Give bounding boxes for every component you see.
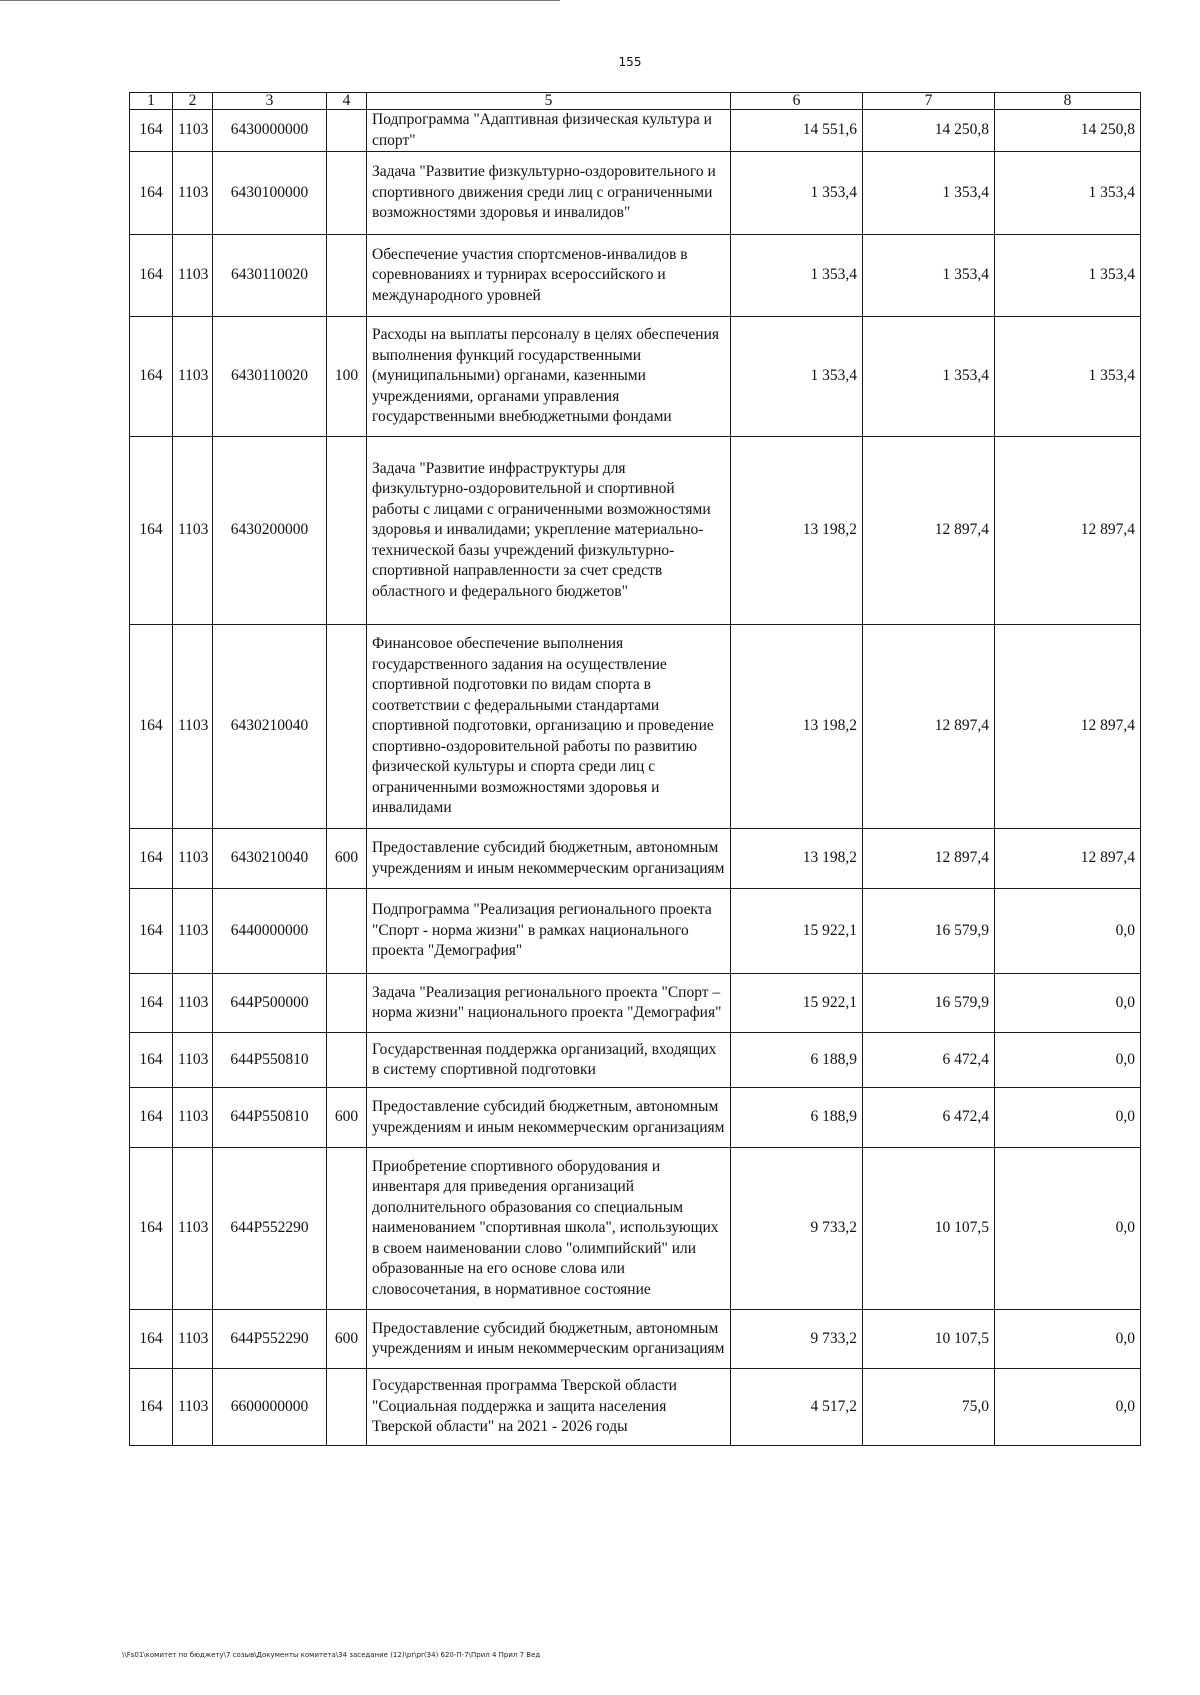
cell-amount-col6: 15 922,1	[731, 974, 863, 1033]
cell-target-article: 6430100000	[213, 152, 327, 235]
footer-file-path: \\Fs01\комитет по бюджету\7 созыв\Документы комитета\34 заседание (12)\pr\pr(34) 620-П-7\Прил 4 Прил 7 Вед	[122, 1651, 541, 1659]
cell-expense-type	[327, 1369, 367, 1446]
cell-target-article: 6430200000	[213, 437, 327, 625]
table-row	[130, 1148, 1141, 1310]
cell-description: Предоставление субсидий бюджетным, автономным учреждениям и иным некоммерческим организациям	[367, 1088, 731, 1148]
cell-target-article: 644Р552290	[213, 1310, 327, 1369]
cell-expense-type: 600	[327, 1088, 367, 1148]
table-row	[130, 829, 1141, 889]
cell-section-code: 164	[130, 152, 173, 235]
cell-section-code: 164	[130, 889, 173, 974]
cell-subsection-code: 1103	[173, 625, 213, 829]
cell-amount-col8: 1 353,4	[995, 317, 1141, 437]
cell-expense-type	[327, 1148, 367, 1310]
cell-subsection-code: 1103	[173, 1148, 213, 1310]
table-row	[130, 110, 1141, 152]
cell-amount-col7: 12 897,4	[863, 829, 995, 889]
cell-section-code: 164	[130, 317, 173, 437]
cell-description: Государственная программа Тверской области "Социальная поддержка и защита населения Тверской области" на 2021 - 2026 годы	[367, 1369, 731, 1446]
cell-amount-col7: 14 250,8	[863, 110, 995, 152]
cell-subsection-code: 1103	[173, 829, 213, 889]
cell-section-code: 164	[130, 829, 173, 889]
cell-section-code: 164	[130, 1148, 173, 1310]
cell-expense-type: 600	[327, 829, 367, 889]
table-row	[130, 437, 1141, 625]
cell-amount-col6: 1 353,4	[731, 317, 863, 437]
table-header-row	[130, 93, 1141, 110]
col-header: 3	[213, 93, 327, 110]
cell-subsection-code: 1103	[173, 1088, 213, 1148]
col-header: 6	[731, 93, 863, 110]
cell-amount-col6: 1 353,4	[731, 235, 863, 317]
cell-description: Предоставление субсидий бюджетным, автономным учреждениям и иным некоммерческим организациям	[367, 1310, 731, 1369]
page-number: 155	[618, 55, 642, 69]
cell-amount-col6: 13 198,2	[731, 625, 863, 829]
cell-expense-type	[327, 152, 367, 235]
cell-description: Предоставление субсидий бюджетным, автономным учреждениям и иным некоммерческим организациям	[367, 829, 731, 889]
cell-amount-col7: 10 107,5	[863, 1310, 995, 1369]
cell-target-article: 644Р552290	[213, 1148, 327, 1310]
table-row	[130, 974, 1141, 1033]
table-row	[130, 1310, 1141, 1369]
cell-description: Подпрограмма "Реализация регионального проекта "Спорт - норма жизни" в рамках национального проекта "Демография"	[367, 889, 731, 974]
table-row	[130, 625, 1141, 829]
cell-amount-col8: 0,0	[995, 1088, 1141, 1148]
cell-subsection-code: 1103	[173, 317, 213, 437]
cell-section-code: 164	[130, 235, 173, 317]
cell-amount-col6: 4 517,2	[731, 1369, 863, 1446]
cell-amount-col6: 9 733,2	[731, 1148, 863, 1310]
scan-edge-line	[0, 0, 560, 3]
cell-amount-col7: 6 472,4	[863, 1088, 995, 1148]
cell-section-code: 164	[130, 974, 173, 1033]
cell-expense-type	[327, 889, 367, 974]
cell-section-code: 164	[130, 625, 173, 829]
cell-amount-col7: 12 897,4	[863, 437, 995, 625]
cell-expense-type	[327, 437, 367, 625]
cell-section-code: 164	[130, 110, 173, 152]
table-row	[130, 889, 1141, 974]
cell-description: Задача "Реализация регионального проекта "Спорт – норма жизни" национального проекта "Демография"	[367, 974, 731, 1033]
cell-subsection-code: 1103	[173, 152, 213, 235]
cell-expense-type	[327, 625, 367, 829]
cell-amount-col8: 0,0	[995, 1369, 1141, 1446]
cell-amount-col7: 16 579,9	[863, 889, 995, 974]
col-header: 4	[327, 93, 367, 110]
cell-amount-col8: 12 897,4	[995, 829, 1141, 889]
cell-description: Задача "Развитие инфраструктуры для физкультурно-оздоровительной и спортивной работы с лицами с ограниченными возможностями здоровья и инвалидами; укрепление материально-технической базы учреждений физкультурно-спортивной направленности за счет средств областного и федерального бюджетов"	[367, 437, 731, 625]
cell-amount-col8: 0,0	[995, 1148, 1141, 1310]
cell-amount-col8: 0,0	[995, 1310, 1141, 1369]
table-row	[130, 317, 1141, 437]
cell-amount-col6: 9 733,2	[731, 1310, 863, 1369]
table-row	[130, 235, 1141, 317]
cell-target-article: 6430210040	[213, 829, 327, 889]
cell-description: Подпрограмма "Адаптивная физическая культура и спорт"	[367, 110, 731, 152]
cell-target-article: 6440000000	[213, 889, 327, 974]
cell-amount-col6: 13 198,2	[731, 437, 863, 625]
cell-subsection-code: 1103	[173, 1310, 213, 1369]
cell-amount-col6: 6 188,9	[731, 1088, 863, 1148]
cell-target-article: 6430110020	[213, 235, 327, 317]
cell-amount-col7: 6 472,4	[863, 1033, 995, 1088]
cell-amount-col8: 12 897,4	[995, 625, 1141, 829]
cell-amount-col6: 15 922,1	[731, 889, 863, 974]
cell-amount-col7: 1 353,4	[863, 235, 995, 317]
cell-target-article: 6430000000	[213, 110, 327, 152]
cell-amount-col8: 0,0	[995, 889, 1141, 974]
cell-description: Задача "Развитие физкультурно-оздоровительного и спортивного движения среди лиц с ограниченными возможностями здоровья и инвалидов"	[367, 152, 731, 235]
cell-amount-col6: 14 551,6	[731, 110, 863, 152]
cell-target-article: 644Р500000	[213, 974, 327, 1033]
cell-expense-type: 100	[327, 317, 367, 437]
cell-section-code: 164	[130, 1033, 173, 1088]
cell-target-article: 6600000000	[213, 1369, 327, 1446]
cell-amount-col7: 10 107,5	[863, 1148, 995, 1310]
cell-amount-col7: 75,0	[863, 1369, 995, 1446]
cell-subsection-code: 1103	[173, 974, 213, 1033]
col-header: 7	[863, 93, 995, 110]
cell-amount-col6: 13 198,2	[731, 829, 863, 889]
cell-amount-col7: 1 353,4	[863, 152, 995, 235]
cell-description: Государственная поддержка организаций, входящих в систему спортивной подготовки	[367, 1033, 731, 1088]
cell-target-article: 644Р550810	[213, 1033, 327, 1088]
cell-amount-col7: 16 579,9	[863, 974, 995, 1033]
cell-target-article: 644Р550810	[213, 1088, 327, 1148]
cell-expense-type	[327, 235, 367, 317]
cell-amount-col6: 1 353,4	[731, 152, 863, 235]
col-header: 2	[173, 93, 213, 110]
cell-description: Финансовое обеспечение выполнения государственного задания на осуществление спортивной подготовки по видам спорта в соответствии с федеральными стандартами спортивной подготовки, организацию и проведение спортивно-оздоровительной работы по развитию физической культуры и спорта среди лиц с ограниченными возможностями здоровья и инвалидами	[367, 625, 731, 829]
cell-amount-col7: 1 353,4	[863, 317, 995, 437]
cell-amount-col8: 1 353,4	[995, 235, 1141, 317]
cell-subsection-code: 1103	[173, 437, 213, 625]
cell-section-code: 164	[130, 1369, 173, 1446]
cell-subsection-code: 1103	[173, 889, 213, 974]
col-header: 5	[367, 93, 731, 110]
cell-expense-type: 600	[327, 1310, 367, 1369]
budget-table	[129, 92, 1141, 1446]
cell-description: Обеспечение участия спортсменов-инвалидов в соревнованиях и турнирах всероссийского и международного уровней	[367, 235, 731, 317]
cell-subsection-code: 1103	[173, 1033, 213, 1088]
table-row	[130, 152, 1141, 235]
cell-section-code: 164	[130, 1310, 173, 1369]
cell-amount-col8: 14 250,8	[995, 110, 1141, 152]
cell-amount-col8: 0,0	[995, 1033, 1141, 1088]
col-header: 8	[995, 93, 1141, 110]
cell-expense-type	[327, 110, 367, 152]
cell-target-article: 6430110020	[213, 317, 327, 437]
cell-amount-col7: 12 897,4	[863, 625, 995, 829]
cell-subsection-code: 1103	[173, 235, 213, 317]
table-row	[130, 1033, 1141, 1088]
cell-target-article: 6430210040	[213, 625, 327, 829]
cell-subsection-code: 1103	[173, 1369, 213, 1446]
table-row	[130, 1088, 1141, 1148]
cell-subsection-code: 1103	[173, 110, 213, 152]
cell-section-code: 164	[130, 437, 173, 625]
cell-amount-col6: 6 188,9	[731, 1033, 863, 1088]
col-header: 1	[130, 93, 173, 110]
table-body	[130, 110, 1141, 1446]
cell-amount-col8: 12 897,4	[995, 437, 1141, 625]
cell-description: Расходы на выплаты персоналу в целях обеспечения выполнения функций государственными (муниципальными) органами, казенными учреждениями, органами управления государственными внебюджетными фондами	[367, 317, 731, 437]
cell-amount-col8: 1 353,4	[995, 152, 1141, 235]
cell-description: Приобретение спортивного оборудования и инвентаря для приведения организаций дополнительного образования со специальным наименованием "спортивная школа", использующих в своем наименовании слово "олимпийский" или образованные на его основе слова или словосочетания, в нормативное состояние	[367, 1148, 731, 1310]
cell-expense-type	[327, 974, 367, 1033]
cell-section-code: 164	[130, 1088, 173, 1148]
table-row	[130, 1369, 1141, 1446]
cell-expense-type	[327, 1033, 367, 1088]
cell-amount-col8: 0,0	[995, 974, 1141, 1033]
